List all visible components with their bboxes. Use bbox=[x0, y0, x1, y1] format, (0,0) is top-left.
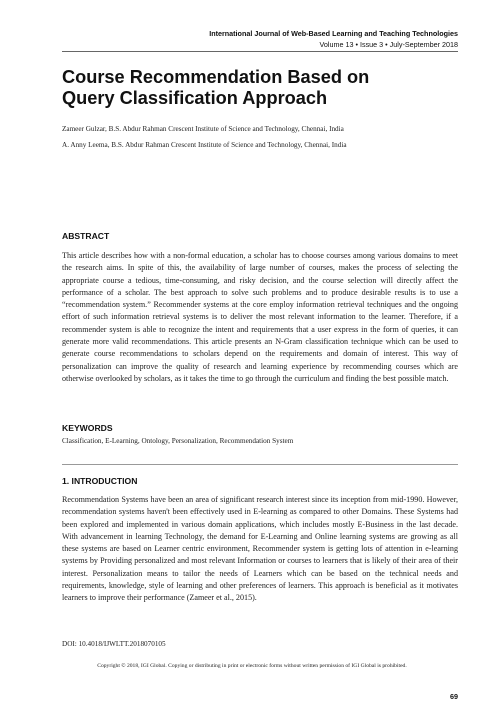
keywords-heading: KEYWORDS bbox=[62, 423, 113, 433]
author-2: A. Anny Leema, B.S. Abdur Rahman Crescent Institute of Science and Technology, Chennai, India bbox=[62, 141, 347, 149]
issue-info: Volume 13 • Issue 3 • July-September 2018 bbox=[319, 40, 458, 49]
introduction-text: Recommendation Systems have been an area of significant research interest since its inception from mid-1990. However, recommendation systems haven't been effectively used in E-learning as compared to other Domains. These Systems had been explored and implemented in various domain applications, which includes mostly E-Business in the last decade. With advancement in learning Technology, the demand for E-Learning and Online learning systems are growing as all these systems are based on Learner centric environment, Recommender system is getting lots of attention in e-learning systems by Providing personalized and most relevant Information or courses to learners that is likely of their area of their interest. Personalization means to tailor the needs of Learners which can be based on the technical needs and requirements, knowledge, style of learning and other preferences of learners. This approach is beneficial as it motivates learners to improve their performance (Zameer et al., 2015). bbox=[62, 495, 458, 603]
doi: DOI: 10.4018/IJWLTT.2018070105 bbox=[62, 640, 166, 648]
abstract-heading: ABSTRACT bbox=[62, 231, 110, 241]
introduction-heading: 1. INTRODUCTION bbox=[62, 476, 138, 486]
journal-name: International Journal of Web-Based Learning and Teaching Technologies bbox=[209, 29, 458, 38]
title-line-1: Course Recommendation Based on bbox=[62, 67, 370, 87]
copyright-notice: Copyright © 2018, IGI Global. Copying or distributing in print or electronic forms without written permission of IGI Global is prohibited. bbox=[97, 663, 407, 669]
author-1: Zameer Gulzar, B.S. Abdur Rahman Crescent Institute of Science and Technology, Chennai, India bbox=[62, 125, 344, 133]
keywords-text: Classification, E-Learning, Ontology, Personalization, Recommendation System bbox=[62, 437, 294, 445]
header-divider bbox=[62, 51, 458, 52]
page-number: 69 bbox=[450, 692, 458, 701]
title-line-2: Query Classification Approach bbox=[62, 88, 328, 108]
section-divider bbox=[62, 464, 458, 465]
article-title bbox=[62, 67, 458, 109]
abstract-text: This article describes how with a non-formal education, a scholar has to choose courses among various domains to meet the research aims. In spite of this, the availability of large number of courses, makes the process of selecting the appropriate course a tedious, time-consuming, and risky decision, and the course selection will directly affect the performance of a scholar. The best approach to solve such problems and to produce desirable results is to use a “recommendation system.” Recommender systems at the core employ information retrieval techniques and the ongoing effort of such information retrieval systems is to deliver the most relevant information to the learner. Therefore, if a recommender system is able to recognize the intent and requirements that a user express in the form of queries, it can generate more valid recommendations. This article presents an N-Gram classification technique which can be used to generate course recommendations to scholars depend on the requirements and domain of interest. This way of personalization can improve the quality of research and learning experience by recommending courses which are otherwise overlooked by scholars, as it takes the time to go through the curriculum and finding the best possible match. bbox=[62, 251, 458, 383]
